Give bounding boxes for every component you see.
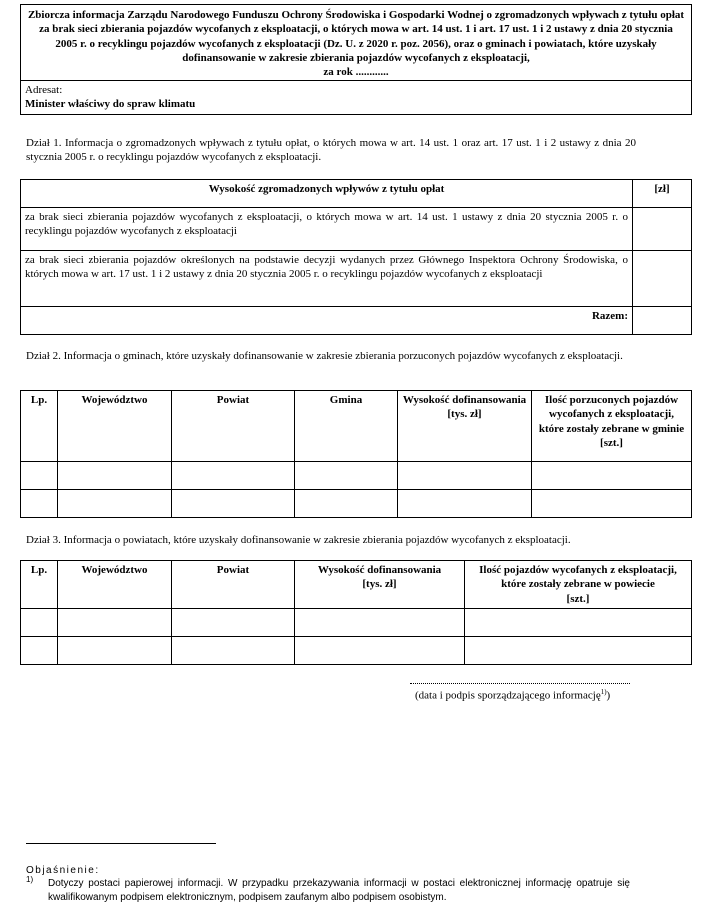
addressee-label: Adresat: <box>25 84 63 96</box>
table-cell[interactable] <box>21 490 58 518</box>
table-cell[interactable] <box>172 636 295 664</box>
footnote <box>26 877 630 904</box>
form-title-text: Zbiorcza informacja Zarządu Narodowego Funduszu Ochrony Środowiska i Gospodarki Wodnej o zgromadzonych wpływach z tytułu opłat za brak sieci zbierania pojazdów wycofanych z eksploatacji, o których mowa w art. 14 ust. 1 i art. 17 ust. 1 i 2 ustawy z dnia 20 stycznia 2005 r. o recyklingu pojazdów wycofanych z eksploatacji (Dz. U. z 2020 r. poz. 2056), oraz o gminach i powiatach, które uzyskały dofinansowanie w zakresie zbierania pojazdów wycofanych z eksploatacji, <box>27 9 685 64</box>
section1-total-label: Razem: <box>21 307 633 335</box>
footnote-divider <box>26 843 216 844</box>
table-cell[interactable] <box>172 462 295 490</box>
section3-header-wysokosc-text: Wysokość dofinansowania <box>317 564 442 576</box>
section2-header-powiat: Powiat <box>172 391 295 462</box>
table-cell[interactable] <box>465 608 692 636</box>
section3-header-powiat: Powiat <box>172 561 295 609</box>
addressee <box>21 81 691 114</box>
section2-header-ilosc-unit: [szt.] <box>600 436 623 449</box>
table-cell[interactable] <box>21 636 58 664</box>
table-cell[interactable] <box>172 490 295 518</box>
table-row <box>21 608 692 636</box>
section1-unit-header: [zł] <box>633 180 692 208</box>
section1-intro: Dział 1. Informacja o zgromadzonych wpływach z tytułu opłat, o których mowa w art. 14 ust. 1 oraz art. 17 ust. 1 i 2 ustawy z dnia 20 stycznia 2005 r. o recyklingu pojazdów wycofanych z eksploatacji. <box>26 137 636 164</box>
table-cell[interactable] <box>21 462 58 490</box>
section3-header-wysokosc-unit: [tys. zł] <box>362 578 397 591</box>
section1-row-2-label: za brak sieci zbierania pojazdów określonych na podstawie decyzji wydanych przez Głównego Inspektora Ochrony Środowiska, o których mowa w art. 17 ust. 1 i 2 ustawy z dnia 20 stycznia 2005 r. o recyklingu pojazdów wycofanych z eksploatacji <box>21 251 633 307</box>
footnote-mark: 1) <box>26 875 34 884</box>
section1-row-2-value[interactable] <box>633 251 692 307</box>
table-cell[interactable] <box>465 636 692 664</box>
section2-header-wysokosc <box>398 391 532 462</box>
table-row <box>21 462 692 490</box>
section2-header-lp: Lp. <box>21 391 58 462</box>
signature-line[interactable] <box>410 682 630 684</box>
section2-header-wysokosc-unit: [tys. zł] <box>447 408 482 421</box>
section1-col-header: Wysokość zgromadzonych wpływów z tytułu opłat <box>21 180 633 208</box>
table-cell[interactable] <box>295 490 398 518</box>
table-cell[interactable] <box>295 636 465 664</box>
table-cell[interactable] <box>295 462 398 490</box>
section3-intro: Dział 3. Informacja o powiatach, które uzyskały dofinansowanie w zakresie zbierania pojazdów wycofanych z eksploatacji. <box>26 534 571 546</box>
footnote-heading: Objaśnienie: <box>26 865 100 876</box>
table-cell[interactable] <box>398 490 532 518</box>
section3-header-ilosc <box>465 561 692 609</box>
section2-table <box>20 390 692 518</box>
table-cell[interactable] <box>21 608 58 636</box>
section2-header-ilosc <box>532 391 692 462</box>
table-cell[interactable] <box>172 608 295 636</box>
table-row <box>21 208 692 251</box>
section3-table <box>20 560 692 665</box>
section3-header-ilosc-unit: [szt.] <box>566 592 590 605</box>
table-cell[interactable] <box>398 462 532 490</box>
form-header <box>20 4 692 115</box>
section2-intro: Dział 2. Informacja o gminach, które uzyskały dofinansowanie w zakresie zbierania porzuconych pojazdów wycofanych z eksploatacji. <box>26 350 623 362</box>
section2-header-wojewodztwo: Województwo <box>58 391 172 462</box>
table-cell[interactable] <box>532 462 692 490</box>
form-title-year: za rok ............ <box>323 66 389 79</box>
table-row <box>21 307 692 335</box>
table-row <box>21 490 692 518</box>
signature-footnote-ref[interactable]: 1) <box>600 688 607 696</box>
addressee-value: Minister właściwy do spraw klimatu <box>25 98 196 111</box>
section3-header-wysokosc <box>295 561 465 609</box>
signature-label <box>415 688 645 703</box>
section2-header-gmina: Gmina <box>295 391 398 462</box>
table-cell[interactable] <box>532 490 692 518</box>
section1-row-1-label: za brak sieci zbierania pojazdów wycofanych z eksploatacji, o których mowa w art. 14 ust. 1 ustawy z dnia 20 stycznia 2005 r. o recyklingu pojazdów wycofanych z eksploatacji <box>21 208 633 251</box>
signature-label-text: (data i podpis sporządzającego informację <box>415 689 601 702</box>
section1-row-1-value[interactable] <box>633 208 692 251</box>
table-cell[interactable] <box>58 636 172 664</box>
section3-header-lp: Lp. <box>21 561 58 609</box>
table-cell[interactable] <box>58 490 172 518</box>
section3-header-ilosc-text: Ilość pojazdów wycofanych z eksploatacji, które zostały zebrane w powiecie <box>479 564 677 591</box>
section1-total-value[interactable] <box>633 307 692 335</box>
table-row <box>21 251 692 307</box>
table-row <box>21 636 692 664</box>
footnote-text: Dotyczy postaci papierowej informacji. W przypadku przekazywania informacji w postaci elektronicznej informację opatruje się kwalifikowanym podpisem elektronicznym, podpisem zaufanym albo podpisem osobistym. <box>48 878 630 903</box>
section1-table <box>20 179 692 335</box>
table-cell[interactable] <box>58 462 172 490</box>
signature-label-end: ) <box>606 689 611 702</box>
section3-header-wojewodztwo: Województwo <box>58 561 172 609</box>
table-cell[interactable] <box>295 608 465 636</box>
form-title <box>21 5 691 81</box>
section2-header-wysokosc-text: Wysokość dofinansowania <box>402 394 527 406</box>
table-cell[interactable] <box>58 608 172 636</box>
section2-header-ilosc-text: Ilość porzuconych pojazdów wycofanych z eksploatacji, które zostały zebrane w gminie <box>538 394 685 435</box>
